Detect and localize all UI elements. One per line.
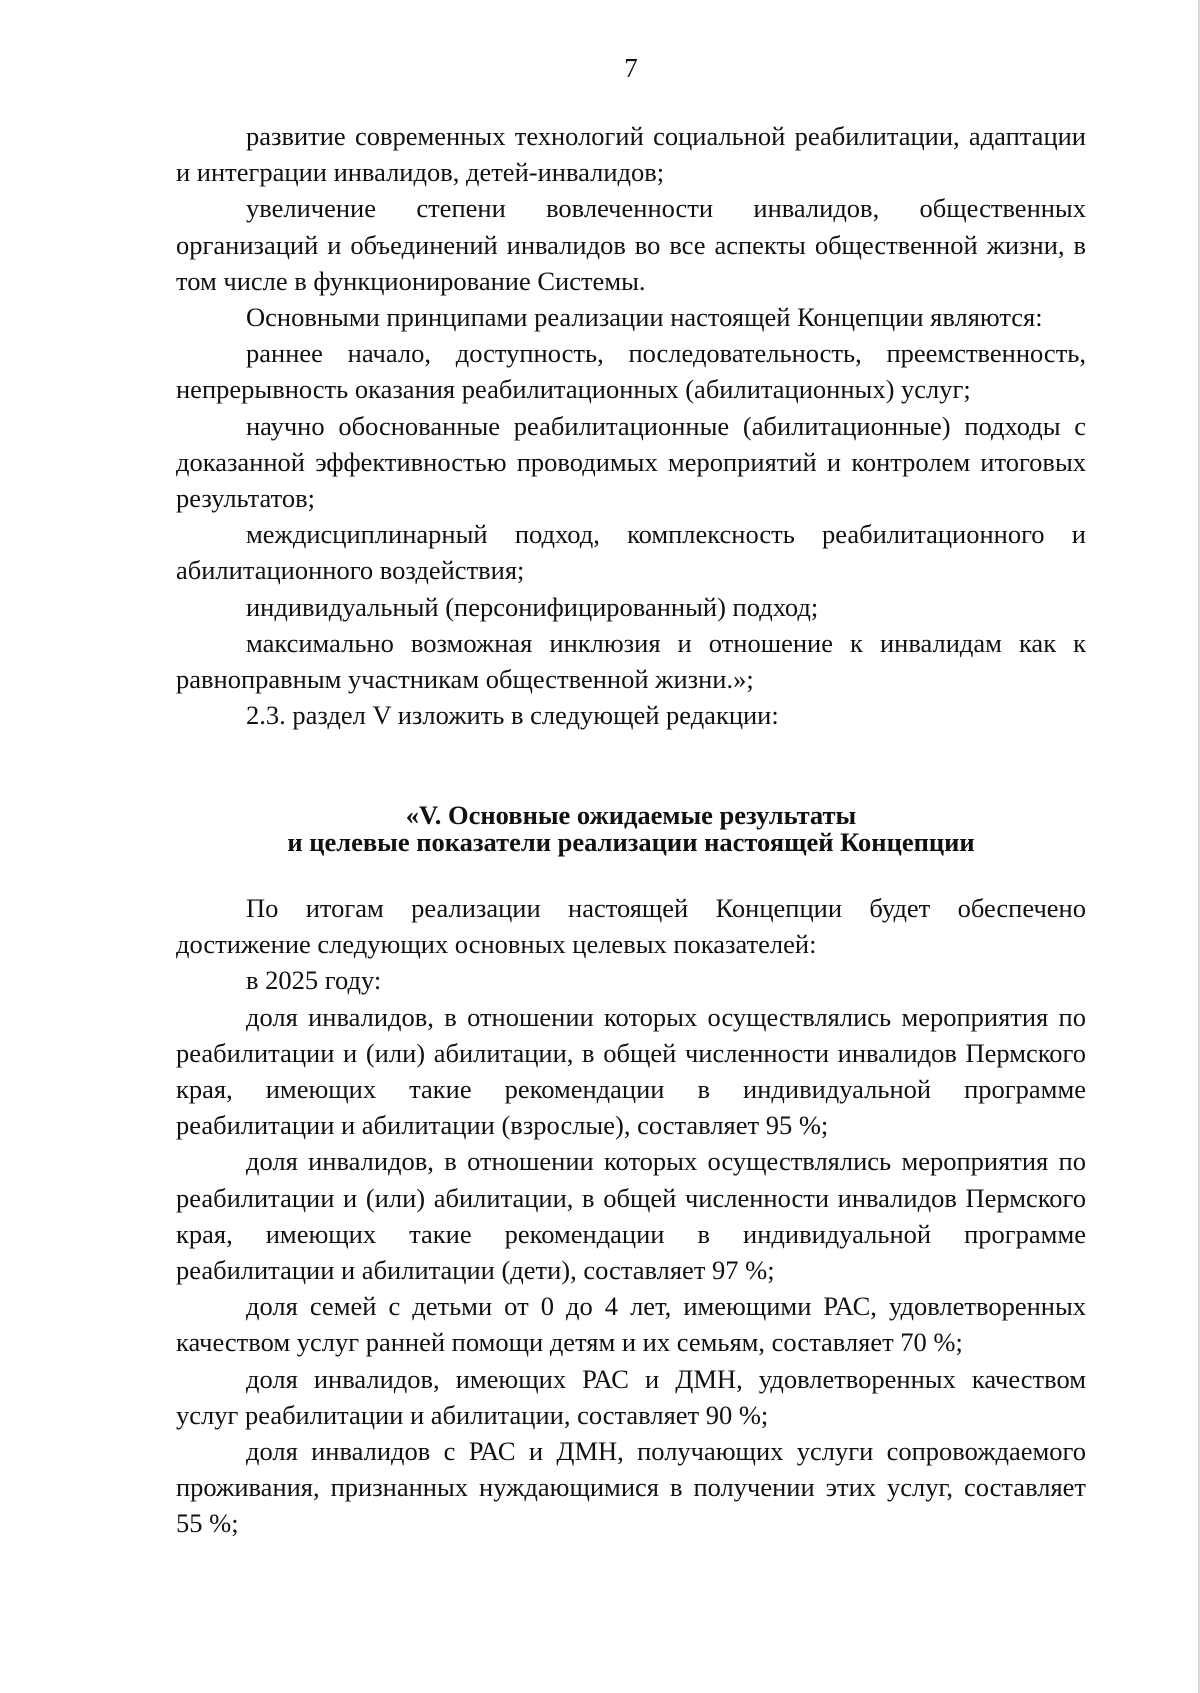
paragraph: доля инвалидов, в отношении которых осуществлялись мероприятия по реабилитации и (или) абилитации, в общей численности инвалидов Пермского края, имеющих такие рекомендации в индивидуальной программе реабилитации и абилитации (дети), составляет 97 %; [176, 1146, 1086, 1286]
body-text-bottom [176, 890, 1086, 1542]
paragraph: доля инвалидов, в отношении которых осуществлялись мероприятия по реабилитации и (или) абилитации, в общей численности инвалидов Пермского края, имеющих такие рекомендации в индивидуальной программе реабилитации и абилитации (взрослые), составляет 95 %; [176, 1001, 1086, 1141]
paragraph: доля инвалидов с РАС и ДМН, получающих услуги сопровождаемого проживания, признанных нуждающимися в получении этих услуг, составляет 55 %; [176, 1436, 1086, 1539]
paragraph: научно обоснованные реабилитационные (абилитационные) подходы с доказанной эффективностью проводимых мероприятий и контролем итоговых результатов; [176, 410, 1086, 514]
paragraph: увеличение степени вовлеченности инвалидов, общественных организаций и объединений инвалидов во все аспекты общественной жизни, в том числе в функционирование Системы. [176, 193, 1086, 296]
paragraph: 2.3. раздел V изложить в следующей редакции: [246, 700, 779, 731]
body-text-top [176, 118, 1086, 733]
paragraph: в 2025 году: [246, 965, 382, 996]
paragraph: По итогам реализации настоящей Концепции будет обеспечено достижение следующих основных целевых показателей: [176, 893, 1086, 960]
paragraph: индивидуальный (персонифицированный) подход; [246, 591, 819, 622]
page-number: 7 [624, 53, 638, 83]
paragraph: развитие современных технологий социальной реабилитации, адаптации и интеграции инвалидов, детей-инвалидов; [176, 121, 1086, 188]
paragraph: доля семей с детьми от 0 до 4 лет, имеющими РАС, удовлетворенных качеством услуг ранней помощи детям и их семьям, составляет 70 %; [176, 1291, 1086, 1358]
paragraph: междисциплинарный подход, комплексность реабилитационного и абилитационного воздействия; [176, 519, 1086, 586]
section-heading [176, 802, 1086, 856]
paragraph: доля инвалидов, имеющих РАС и ДМН, удовлетворенных качеством услуг реабилитации и абилитации, составляет 90 %; [176, 1363, 1086, 1430]
paragraph: максимально возможная инклюзия и отношение к инвалидам как к равноправным участникам общественной жизни.»; [176, 627, 1086, 695]
section-heading-line: и целевые показатели реализации настоящей Концепции [287, 827, 975, 857]
paragraph: Основными принципами реализации настоящей Концепции являются: [246, 302, 1043, 333]
section-heading-line: «V. Основные ожидаемые результаты [405, 800, 857, 830]
paragraph: раннее начало, доступность, последовательность, преемственность, непрерывность оказания реабилитационных (абилитационных) услуг; [176, 338, 1086, 405]
